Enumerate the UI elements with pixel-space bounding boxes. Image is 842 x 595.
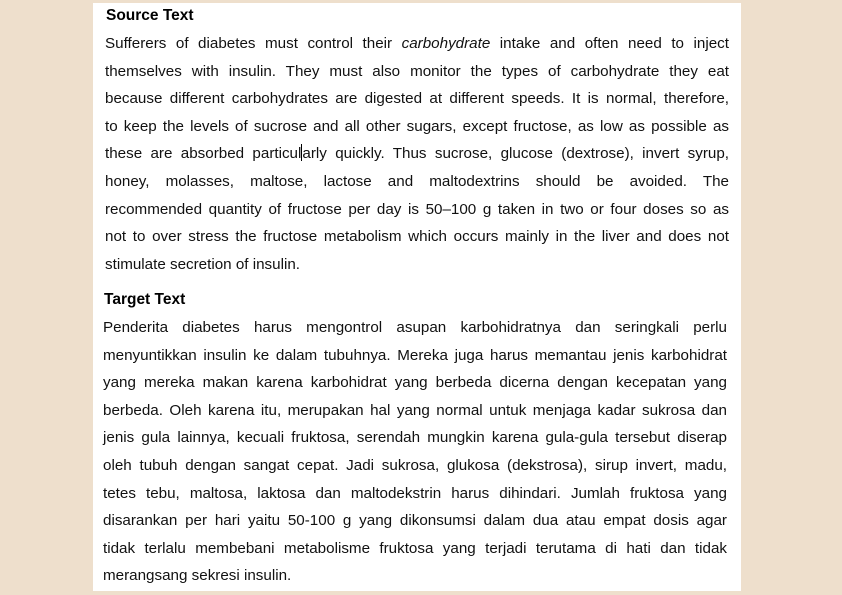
target-text-paragraph[interactable] <box>103 314 727 590</box>
source-line-text: arly quickly. Thus sucrose, glucose (dextrose), invert syrup, <box>302 145 729 163</box>
target-line <box>103 397 727 425</box>
target-line-text: menyuntikkan insulin ke dalam tubuhnya. Mereka juga harus memantau jenis karbohidrat <box>103 346 727 364</box>
target-line <box>103 507 727 535</box>
source-line <box>105 223 729 251</box>
source-text-heading: Source Text <box>106 7 194 24</box>
target-line <box>103 342 727 370</box>
source-line-text: stimulate secretion of insulin. <box>105 255 300 273</box>
target-line-text: oleh tubuh dengan sangat cepat. Jadi sukrosa, glukosa (dekstrosa), sirup invert, madu, <box>103 456 727 474</box>
target-text-heading: Target Text <box>104 291 186 308</box>
source-line-text: honey, molasses, maltose, lactose and maltodextrins should be avoided. The <box>105 172 729 190</box>
target-line <box>103 535 727 563</box>
source-line-text: themselves with insulin. They must also monitor the types of carbohydrate they eat <box>105 62 729 80</box>
source-line-text: Sufferers of diabetes must control their <box>105 35 402 52</box>
source-line <box>105 251 729 279</box>
source-line-text: intake and often need to inject <box>490 35 729 52</box>
target-line-text: berbeda. Oleh karena itu, merupakan hal yang normal untuk menjaga kadar sukrosa dan <box>103 401 727 419</box>
source-line-text: these are absorbed particul <box>105 145 302 163</box>
target-line-text: merangsang sekresi insulin. <box>103 567 292 585</box>
target-line-text: yang mereka makan karena karbohidrat yang berbeda dicerna dengan kecepatan yang <box>103 374 727 392</box>
target-line-text: jenis gula lainnya, kecuali fruktosa, serendah mungkin karena gula-gula tersebut diserap <box>103 429 727 447</box>
source-text-paragraph[interactable] <box>105 30 729 278</box>
source-line-text: recommended quantity of fructose per day is 50–100 g taken in two or four doses so as <box>105 200 729 218</box>
target-line <box>103 314 727 342</box>
target-line-text: disarankan per hari yaitu 50-100 g yang dikonsumsi dalam dua atau empat dosis agar <box>103 512 727 530</box>
source-line <box>105 58 729 86</box>
source-line-italic-term: carbohydrate <box>401 35 491 52</box>
target-line <box>103 424 727 452</box>
source-line <box>105 113 729 141</box>
target-line <box>103 369 727 397</box>
target-line <box>103 452 727 480</box>
target-line <box>103 562 727 590</box>
document-page <box>93 3 741 591</box>
source-line-text: not to over stress the fructose metabolism which occurs mainly in the liver and does not <box>105 228 729 246</box>
target-line-text: tidak terlalu membebani metabolisme fruktosa yang terjadi terutama di hati dan tidak <box>103 539 727 557</box>
source-line <box>105 85 729 113</box>
source-line-text: because different carbohydrates are digested at different speeds. It is normal, therefore, <box>105 90 729 108</box>
target-line <box>103 480 727 508</box>
target-line-text: Penderita diabetes harus mengontrol asupan karbohidratnya dan seringkali perlu <box>103 319 727 336</box>
source-line <box>105 30 729 58</box>
source-line <box>105 168 729 196</box>
target-line-text: tetes tebu, maltosa, laktosa dan maltodekstrin harus dihindari. Jumlah fruktosa yang <box>103 484 727 502</box>
source-line <box>105 196 729 224</box>
source-line-text: to keep the levels of sucrose and all other sugars, except fructose, as low as possible as <box>105 117 729 135</box>
source-line <box>105 140 729 168</box>
